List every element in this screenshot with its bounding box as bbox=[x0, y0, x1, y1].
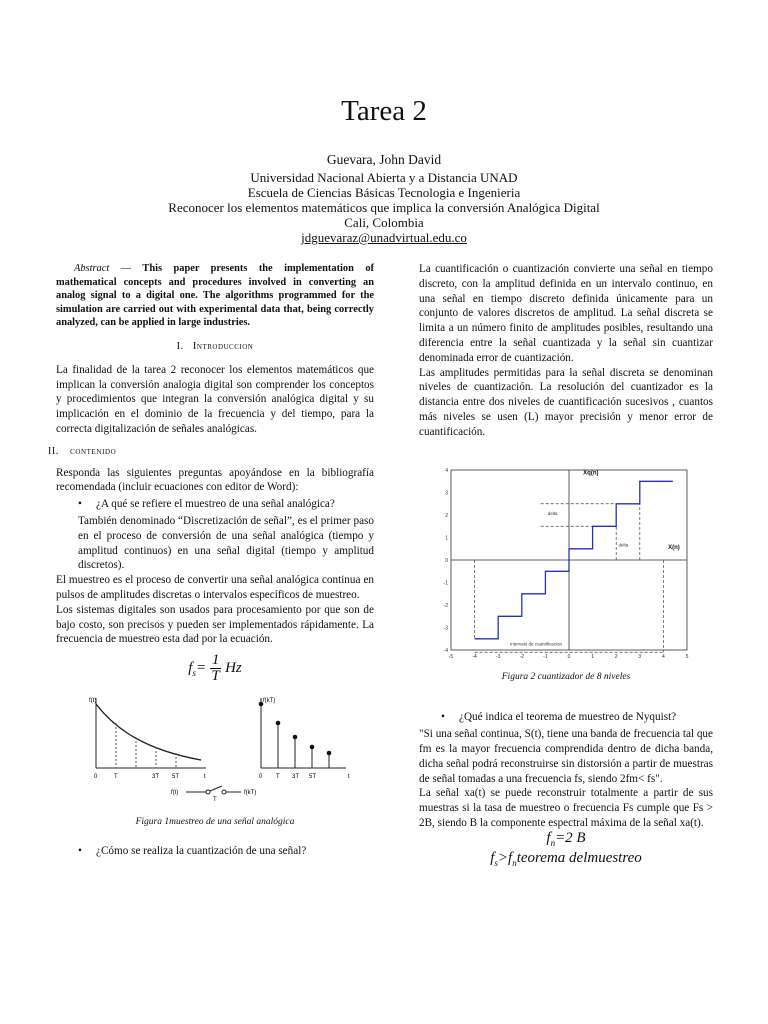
y-tick-label: -4 bbox=[443, 647, 448, 654]
x-tick-label: 0 bbox=[567, 653, 571, 660]
sampled-signal-plot bbox=[259, 698, 350, 780]
y-tick-label: -3 bbox=[443, 625, 448, 632]
affiliation-line: Reconocer los elementos matemáticos que implica la conversión Analógica Digital bbox=[168, 200, 600, 215]
tick: 5T bbox=[172, 774, 180, 781]
affiliation-line: Cali, Colombia bbox=[344, 215, 424, 230]
author-name: Guevara, John David bbox=[326, 152, 442, 167]
figure-1-caption: Figura 1muestreo de una señal analógica bbox=[135, 816, 295, 827]
figure-2-quantizer-chart bbox=[419, 450, 713, 668]
switch-input: f(t) bbox=[171, 790, 179, 797]
continuous-signal-plot bbox=[89, 698, 206, 780]
x-axis-label: X(n) bbox=[668, 544, 680, 551]
right-column bbox=[419, 262, 713, 870]
paragraph: Las amplitudes permitidas para la señal discreta se denominan niveles de cuantización. La resolución del cuantizador es la distancia entre dos niveles de cuantificación sucesivos , cuantos más niveles se usen (L) mayor precisión y menor error de cuantificación. bbox=[419, 366, 713, 438]
intro-paragraph: La finalidad de la tarea 2 reconocer los elementos matemáticos que implican la conversión analogia digital son comprender los conceptos y procedimientos que integran la conversión analógica digital y su implicación en el dominio de la frecuencia y del tiempo, para la correcta digitalización de señales analógicas. bbox=[56, 363, 374, 435]
x-tick-label: -3 bbox=[495, 653, 501, 660]
analog-curve bbox=[96, 704, 201, 760]
question-text: ¿A qué se refiere el muestreo de una señal analógica? bbox=[96, 498, 335, 511]
nyquist-eq-1 bbox=[419, 831, 713, 851]
eq-rest: =2 B bbox=[555, 829, 586, 846]
annotation: delta bbox=[547, 510, 558, 516]
nyquist-eq-2 bbox=[419, 851, 713, 871]
left-column bbox=[48, 262, 374, 861]
y-axis-label: Xq(n) bbox=[583, 470, 599, 477]
figure-1-sampling bbox=[56, 690, 374, 808]
formula-eq: = bbox=[195, 660, 207, 677]
y-label: f(t) bbox=[89, 698, 97, 705]
annotation: delta bbox=[618, 542, 629, 548]
tick: 3T bbox=[152, 774, 160, 781]
tick: 5T bbox=[309, 774, 317, 781]
eq-text: teorema delmuestreo bbox=[516, 849, 642, 866]
section-heading-1 bbox=[56, 340, 374, 355]
question-item bbox=[56, 497, 374, 512]
sampling-formula bbox=[56, 653, 374, 684]
x-tick-label: -1 bbox=[543, 653, 548, 660]
x-tick-label: -4 bbox=[472, 653, 477, 660]
x-tick-label: 5 bbox=[685, 653, 689, 660]
question-item bbox=[419, 710, 713, 725]
y-tick-label: -1 bbox=[443, 580, 448, 587]
x-tick-label: -5 bbox=[448, 653, 454, 660]
x-tick-label: 1 bbox=[591, 653, 594, 660]
tick: 0 bbox=[94, 774, 98, 781]
abstract-text: This paper presents the implementation of mathematical concepts and procedures involved in converting an analog signal to a digital one. The algorithms programmed for the simulation are carried out with experimental data that, being correctly analyzed, can be applied in large industries. bbox=[56, 263, 374, 329]
abstract bbox=[56, 262, 374, 330]
x-tick-label: 3 bbox=[638, 653, 642, 660]
eq-f: f bbox=[490, 849, 495, 866]
y-tick-label: 4 bbox=[445, 467, 448, 474]
bullet-icon: • bbox=[78, 844, 82, 857]
formula-unit: Hz bbox=[225, 660, 242, 677]
author-email[interactable]: jdguevaraz@unadvirtual.edu.co bbox=[301, 230, 467, 245]
section-title: contenido bbox=[70, 445, 117, 457]
section-number: II. bbox=[48, 445, 59, 457]
paragraph: La cuantificación o cuantización convierte una señal en tiempo discreto, con la amplitud definida en un intervalo continuo, en una señal en tiempo discreto definida únicamente para un conjunto de valores discretos de amplitud. La señal discreta se limita a un número finito de amplitudes posibles, resultando una diferencia entre la señal cuantizada y la señal sin cuantizar denominada error de cuantización. bbox=[419, 263, 713, 364]
switch-output: f(kT) bbox=[244, 790, 257, 797]
section-title: Introduccion bbox=[192, 340, 254, 352]
question-text: ¿Cómo se realiza la cuantización de una señal? bbox=[96, 844, 307, 857]
sampler-switch bbox=[171, 786, 256, 803]
bullet-icon: • bbox=[441, 711, 445, 724]
x-tick-label: -2 bbox=[519, 653, 525, 660]
tick: t bbox=[348, 774, 350, 781]
question-text: ¿Qué indica el teorema de muestreo de Nyquist? bbox=[459, 711, 677, 724]
section-heading-2 bbox=[48, 445, 374, 460]
bullet-icon: • bbox=[78, 498, 82, 511]
paragraph: La señal xa(t) se puede reconstruir totalmente a partir de sus muestras si la tasa de muestreo o frecuencia Fs cumple que Fs > 2B, siendo B la componente espectral máxima de la señal xa(t). bbox=[419, 787, 713, 829]
eq-sub: n bbox=[512, 857, 517, 868]
formula-sub: s bbox=[192, 668, 196, 679]
tick: T bbox=[114, 774, 118, 781]
y-tick-label: -2 bbox=[443, 602, 448, 609]
eq-f: f bbox=[546, 829, 551, 846]
paragraph: "Si una señal continua, S(t), tiene una banda de frecuencia tal que fm es la mayor frecuencia comprendida dentro de dicha banda, dicha señal podrá reconstruirse sin distorsión a partir de muestras de señal tomadas a una frecuencia fs, siendo 2fm< fs". bbox=[419, 728, 713, 785]
affiliation-line: Universidad Nacional Abierta y a Distancia UNAD bbox=[250, 170, 518, 185]
y-tick-label: 1 bbox=[445, 535, 448, 542]
abstract-dash: — bbox=[120, 263, 132, 274]
content-intro: Responda las siguientes preguntas apoyándose en la bibliografía recomendada (incluir ecuaciones con editor de Word): bbox=[56, 466, 374, 494]
paragraph: El muestreo es el proceso de convertir una señal analógica continua en pulsos de amplitudes discretas o intervalos específicos de muestreo. bbox=[56, 574, 374, 601]
answer-paragraph: También denominado “Discretización de señal”, es el primer paso en el proceso de conversión de una señal analógica (tiempo y amplitud continuos) en una señal digital (tiempo y amplitud discretos). bbox=[78, 514, 374, 572]
switch-period: T bbox=[213, 797, 217, 804]
tick: 3T bbox=[292, 774, 300, 781]
formula-denominator: T bbox=[211, 668, 220, 685]
abstract-label: Abstract bbox=[74, 263, 110, 274]
author-block bbox=[0, 152, 768, 245]
paper-title: Tarea 2 bbox=[341, 95, 427, 127]
eq-sub: s bbox=[494, 857, 498, 868]
formula-numerator: 1 bbox=[211, 652, 220, 669]
section-number: I. bbox=[176, 340, 184, 352]
affiliation-line: Escuela de Ciencias Básicas Tecnologia e Ingenieria bbox=[247, 185, 521, 200]
tick: 0 bbox=[259, 774, 263, 781]
eq-gt: >f bbox=[497, 849, 513, 866]
figure-2-caption: Figura 2 cuantizador de 8 niveles bbox=[501, 671, 631, 682]
x-tick-label: 2 bbox=[614, 653, 618, 660]
paragraph: Los sistemas digitales son usados para procesamiento por que son de bajo costo, son precisos y pueden ser implementados rápidamente. La frecuencia de muestreo esta dad por la ecuación. bbox=[56, 603, 374, 646]
y-label: f(kT) bbox=[263, 698, 276, 705]
tick: t bbox=[204, 774, 206, 781]
y-tick-label: 3 bbox=[445, 490, 448, 497]
y-tick-label: 2 bbox=[445, 512, 448, 519]
annotation: Intervalo de cuantificacion bbox=[510, 641, 563, 647]
x-tick-label: 4 bbox=[662, 653, 665, 660]
eq-sub: n bbox=[550, 837, 556, 848]
tick: T bbox=[276, 774, 280, 781]
y-tick-label: 0 bbox=[445, 557, 448, 564]
question-item bbox=[56, 844, 374, 859]
formula-f: f bbox=[188, 660, 193, 677]
